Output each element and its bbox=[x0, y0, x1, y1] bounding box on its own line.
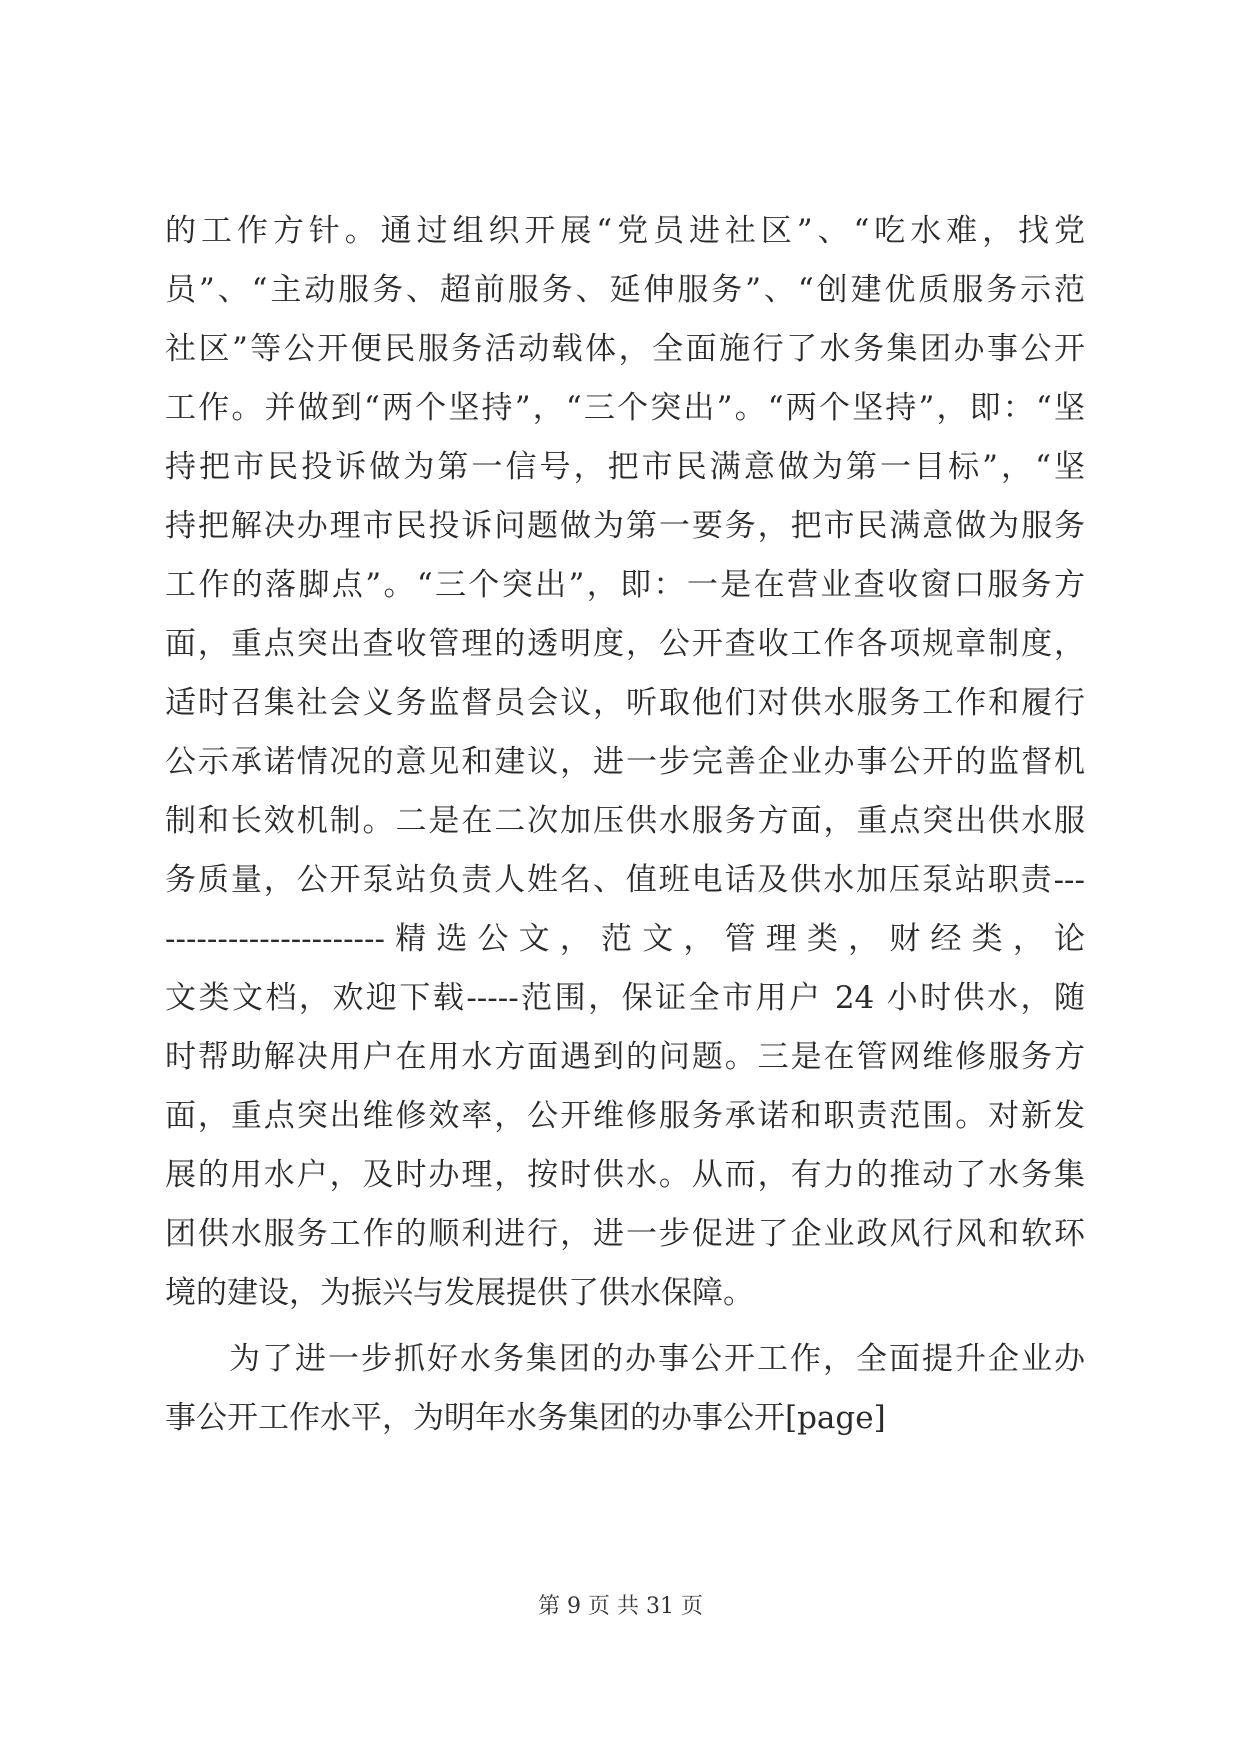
text-line: ---------------------精选公文，范文，管理类，财经类，论 bbox=[165, 921, 1085, 957]
text-line: 制和长效机制。二是在二次加压供水服务方面，重点突出供水服 bbox=[165, 803, 1085, 839]
text-line: 文类文档，欢迎下载-----范围，保证全市用户 24 小时供水，随 bbox=[165, 980, 1085, 1016]
text-line: 团供水服务工作的顺利进行，进一步促进了企业政风行风和软环 bbox=[165, 1216, 1085, 1252]
text-line: 社区”等公开便民服务活动载体，全面施行了水务集团办事公开 bbox=[165, 331, 1085, 367]
text-line: 事公开工作水平，为明年水务集团的办事公开[page] bbox=[165, 1400, 886, 1436]
text-line: 工作的落脚点”。“三个突出”，即：一是在营业查收窗口服务方 bbox=[165, 567, 1085, 603]
text-line: 境的建设，为振兴与发展提供了供水保障。 bbox=[165, 1275, 754, 1311]
text-line: 务质量，公开泵站负责人姓名、值班电话及供水加压泵站职责--- bbox=[165, 862, 1085, 898]
text-line: 面，重点突出维修效率，公开维修服务承诺和职责范围。对新发 bbox=[165, 1098, 1085, 1134]
text-line: 公示承诺情况的意见和建议，进一步完善企业办事公开的监督机 bbox=[165, 744, 1085, 780]
text-line: 展的用水户，及时办理，按时供水。从而，有力的推动了水务集 bbox=[165, 1157, 1085, 1193]
page-number-footer: 第 9 页 共 31 页 bbox=[538, 1594, 703, 1619]
text-line: 工作。并做到“两个坚持”，“三个突出”。“两个坚持”，即：“坚 bbox=[165, 390, 1085, 426]
text-line: 员”、“主动服务、超前服务、延伸服务”、“创建优质服务示范 bbox=[165, 272, 1085, 308]
text-line: 时帮助解决用户在用水方面遇到的问题。三是在管网维修服务方 bbox=[165, 1039, 1085, 1075]
text-line: 持把市民投诉做为第一信号，把市民满意做为第一目标”，“坚 bbox=[165, 449, 1085, 485]
paragraph-first-line: 为了进一步抓好水务集团的办事公开工作，全面提升企业办 bbox=[229, 1341, 1085, 1377]
text-line: 的工作方针。通过组织开展“党员进社区”、“吃水难，找党 bbox=[165, 213, 1085, 249]
text-line: 面，重点突出查收管理的透明度，公开查收工作各项规章制度， bbox=[165, 626, 1085, 662]
text-line: 持把解决办理市民投诉问题做为第一要务，把市民满意做为服务 bbox=[165, 508, 1085, 544]
text-line: 适时召集社会义务监督员会议，听取他们对供水服务工作和履行 bbox=[165, 685, 1085, 721]
